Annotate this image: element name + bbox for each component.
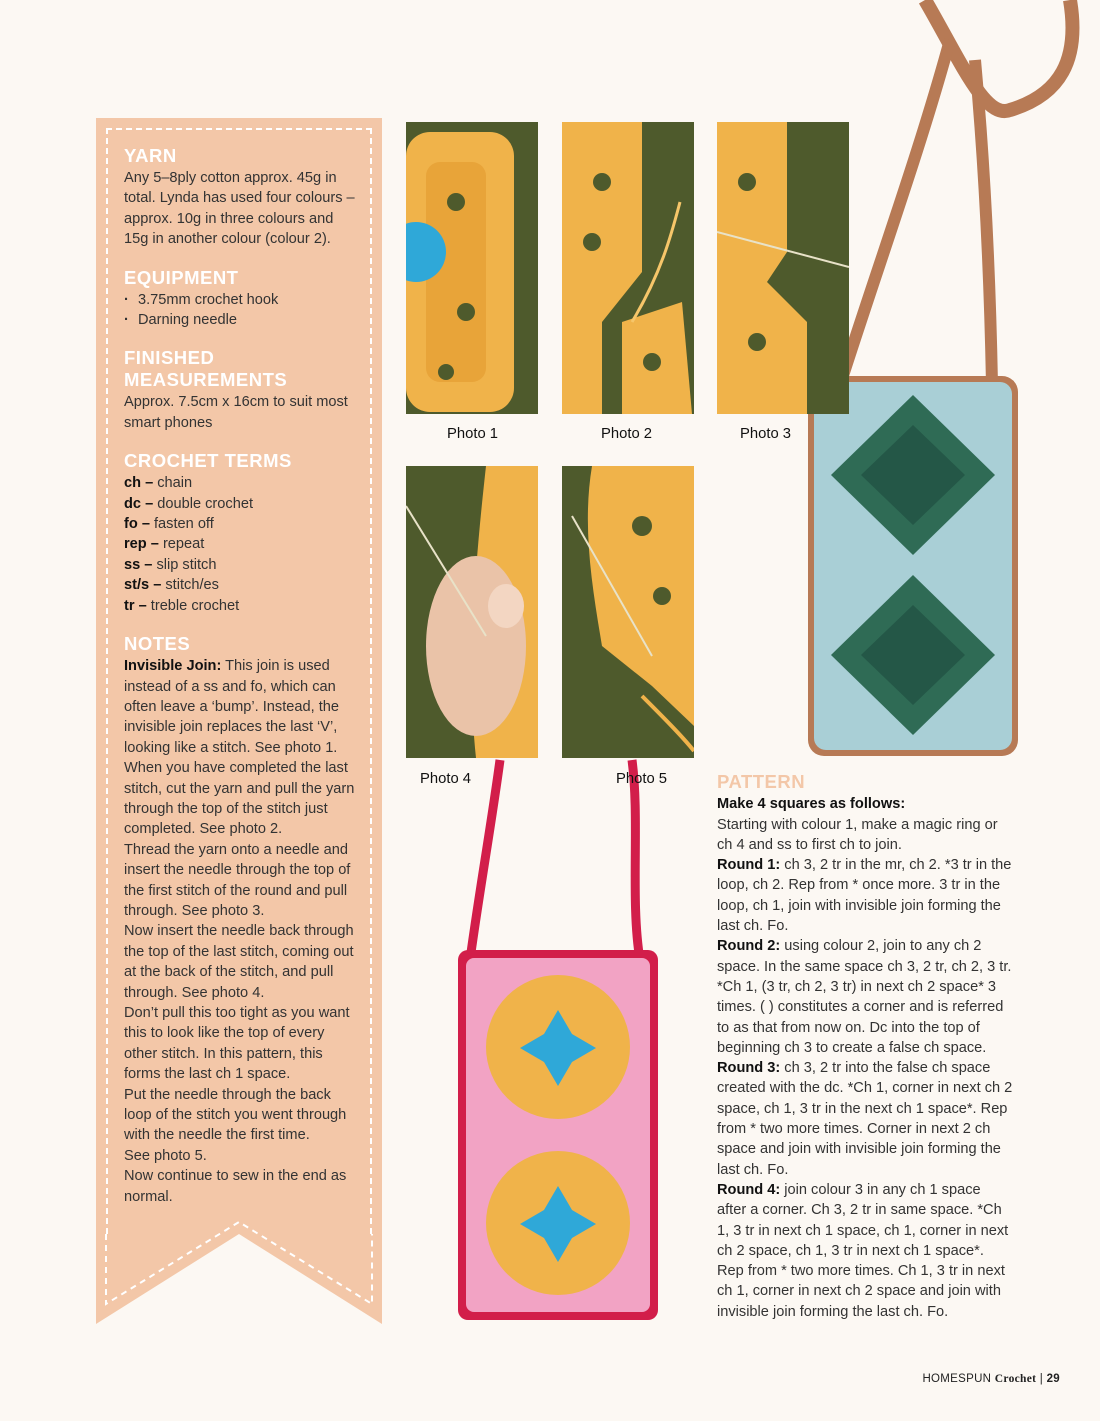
finished-heading-2: MEASUREMENTS: [124, 369, 288, 391]
photo-1-caption: Photo 1: [447, 426, 499, 442]
term-desc: slip stitch: [152, 556, 217, 573]
yarn-text: Any 5–8ply cotton approx. 45g in total. Lynda has used four colours – approx. 10g in three colours and 15g in another colour (colour 2).: [124, 170, 355, 248]
term-abbr: ch –: [124, 475, 154, 492]
photo-5-art: [562, 466, 694, 758]
term-row: [124, 473, 360, 493]
round-2-label: Round 2:: [717, 938, 781, 955]
term-desc: treble crochet: [146, 597, 240, 614]
pattern-heading: PATTERN: [717, 771, 806, 792]
term-abbr: fo –: [124, 516, 150, 533]
equipment-item: · 3.75mm crochet hook: [124, 290, 360, 310]
round-2-text: using colour 2, join to any ch 2 space. In the same space ch 3, 2 tr, ch 2, 3 tr. *Ch 1, (3 tr, ch 2, 3 tr) in next ch 2 space* 3 times. ( ) constitutes a corner and is referred to as that from now on. Dc into the top of beginning ch 3 to create a false ch space.: [717, 938, 1012, 1056]
photo-3-caption: Photo 3: [740, 426, 792, 442]
round-4-label: Round 4:: [717, 1181, 781, 1198]
pattern-intro-lead-text: Make 4 squares as follows:: [717, 796, 906, 813]
photo-4-art: [406, 466, 538, 758]
notes-section: [124, 634, 360, 1207]
photo-1-image: [406, 122, 538, 414]
equipment-item: · Darning needle: [124, 310, 360, 330]
term-row: [124, 575, 360, 595]
photo-5-caption: Photo 5: [616, 771, 668, 787]
round-1-text: ch 3, 2 tr in the mr, ch 2. *3 tr in the loop, ch 2. Rep from * once more. 3 tr in the loop, ch 1, join with invisible join forming the last ch. Fo.: [717, 857, 1012, 935]
notes-p3: Thread the yarn onto a needle and insert the needle through the top of the first stitch of the round and pull through. See photo 3.: [124, 841, 351, 919]
photo-4-image: [406, 466, 538, 758]
notes-p1-text: This join is used instead of a ss and fo, which can often leave a ‘bump’. Instead, the invisible join replaces the last ‘V’, looking like a stitch. See photo 1.: [124, 658, 339, 756]
photo-3-image: [717, 122, 849, 414]
term-abbr: rep –: [124, 536, 159, 553]
round-3-label: Round 3:: [717, 1060, 781, 1077]
photo-1-art: [406, 122, 538, 414]
pattern-section: [717, 772, 1013, 1322]
footer-brand: HOMESPUN: [922, 1373, 992, 1385]
equipment-section: [124, 268, 360, 331]
term-abbr: ss –: [124, 556, 153, 573]
blue-bag: [808, 376, 1018, 756]
round-1-label: Round 1:: [717, 857, 781, 874]
term-row: [124, 596, 360, 616]
notes-p6: Put the needle through the back loop of the stitch you went through with the needle the first time.: [124, 1086, 347, 1144]
pattern-intro-lead: [717, 794, 1013, 814]
term-row: [124, 514, 360, 534]
equipment-list: [124, 290, 360, 331]
term-row: [124, 555, 360, 575]
notes-p1: [124, 656, 360, 758]
photo-2-image: [562, 122, 694, 414]
pattern-round-2: [717, 936, 1013, 1058]
terms-heading: CROCHET TERMS: [124, 450, 292, 472]
page-footer: [922, 1373, 1060, 1385]
notes-p2: When you have completed the last stitch, cut the yarn and pull the yarn through the top of the stitch just completed. See photo 2.: [124, 760, 355, 838]
finished-section: [124, 348, 360, 433]
pattern-round-1: [717, 855, 1013, 936]
materials-ribbon: [96, 118, 382, 1324]
photo-3-art: [717, 122, 849, 414]
red-strap-left: [470, 760, 500, 960]
photo-4-caption: Photo 4: [420, 771, 472, 787]
footer-sub: Crochet: [994, 1373, 1037, 1385]
pattern-intro: Starting with colour 1, make a magic ring or ch 4 and ss to first ch to join.: [717, 816, 998, 853]
page-number: 29: [1046, 1373, 1060, 1385]
photo-5-image: [562, 466, 694, 758]
round-4-text: join colour 3 in any ch 1 space after a corner. Ch 3, 2 tr in same space. *Ch 1, 3 tr in next ch 1 space, ch 1, corner in next ch 2 space, ch 1, 3 tr in next ch 1 space*. Rep from * two more times. Ch 1, 3 tr in next ch 1, corner in next ch 2 space and join with invisible join forming the last ch. Fo.: [717, 1181, 1009, 1320]
term-desc: chain: [153, 475, 193, 492]
notes-p7: See photo 5.: [124, 1147, 207, 1164]
term-abbr: tr –: [124, 597, 147, 614]
red-strap-right: [632, 760, 640, 960]
term-abbr: dc –: [124, 495, 154, 512]
term-desc: fasten off: [149, 516, 214, 533]
notes-p4: Now insert the needle back through the top of the last stitch, coming out at the back of the stitch, and pull through. See photo 4.: [124, 923, 354, 1001]
photo-2-caption: Photo 2: [601, 426, 653, 442]
pattern-round-3: [717, 1058, 1013, 1180]
equipment-heading: EQUIPMENT: [124, 266, 239, 288]
term-row: [124, 494, 360, 514]
photo-2-art: [562, 122, 694, 414]
ribbon-content: [124, 146, 360, 1225]
round-3-text: ch 3, 2 tr into the false ch space created with the dc. *Ch 1, corner in next ch 2 space, ch 1, 3 tr in the next ch 1 space*. Rep from * two more times. Corner in next 2 ch space and join with invisible join forming the last ch. Fo.: [717, 1060, 1013, 1178]
notes-p8: Now continue to sew in the end as normal.: [124, 1168, 347, 1205]
notes-p5: Don’t pull this too tight as you want this to look like the top of every other stitch. In this pattern, this forms the last ch 1 space.: [124, 1005, 350, 1083]
terms-section: [124, 451, 360, 616]
term-abbr: st/s –: [124, 577, 162, 594]
yarn-heading: YARN: [124, 145, 177, 166]
term-desc: repeat: [158, 536, 205, 553]
term-desc: stitch/es: [161, 577, 219, 594]
notes-heading: NOTES: [124, 633, 191, 655]
footer-separator: |: [1039, 1373, 1044, 1385]
notes-lead: Invisible Join:: [124, 658, 222, 675]
yarn-section: [124, 146, 360, 250]
pink-bag: [458, 950, 658, 1320]
finished-text: Approx. 7.5cm x 16cm to suit most smart phones: [124, 394, 348, 431]
tan-strap-left: [840, 40, 950, 385]
term-row: [124, 534, 360, 554]
finished-heading-1: FINISHED: [124, 347, 215, 369]
pattern-round-4: [717, 1180, 1013, 1322]
term-desc: double crochet: [153, 495, 253, 512]
